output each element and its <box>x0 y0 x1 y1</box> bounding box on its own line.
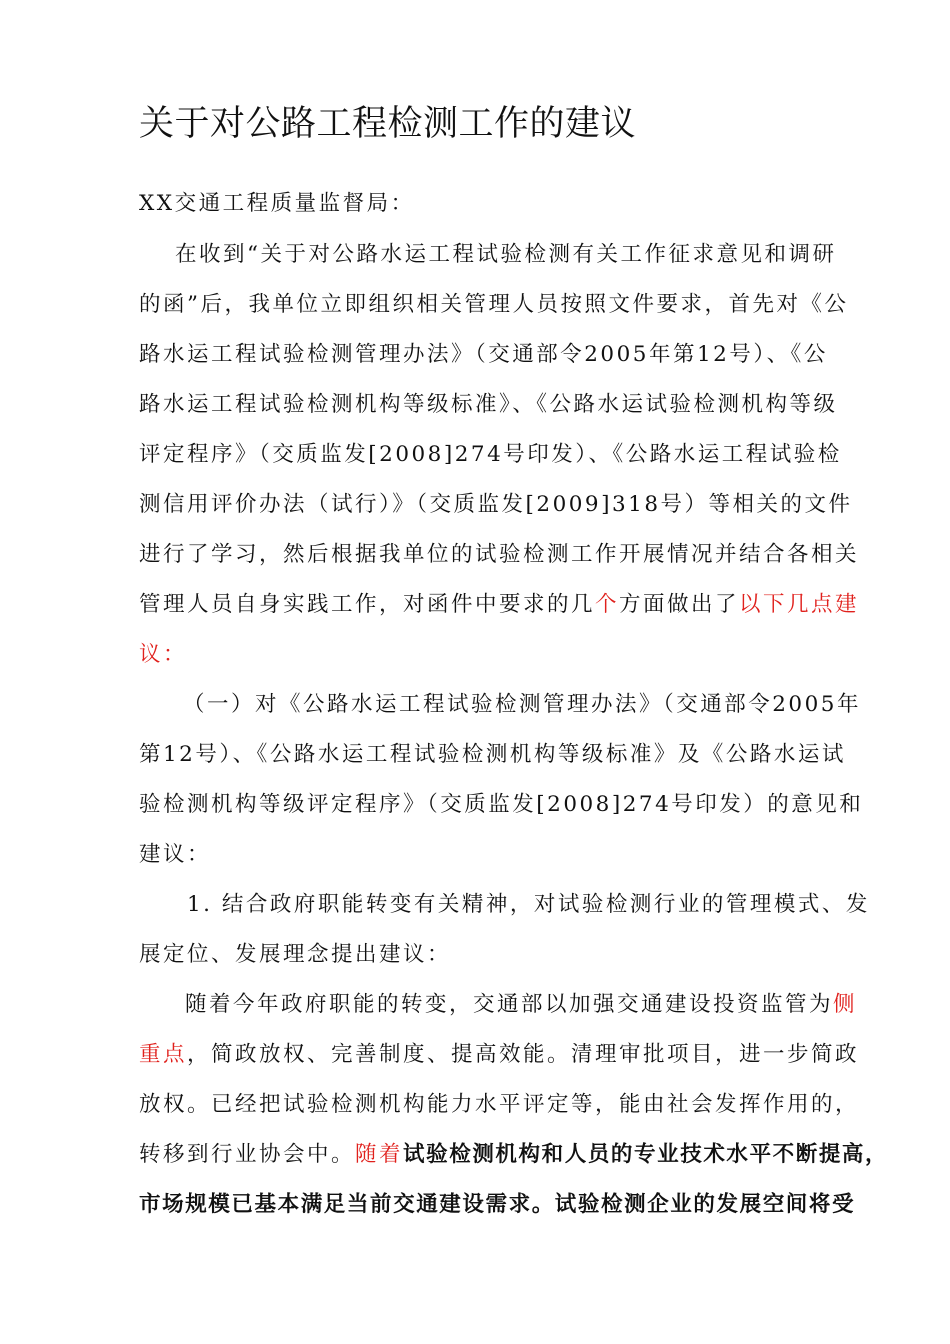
paragraph-line <box>139 390 838 420</box>
paragraph-line <box>139 1190 855 1220</box>
line-text: 1. 结合政府职能转变有关精神，对试验检测行业的管理模式、发 <box>187 892 870 917</box>
highlighted-text: 个 <box>595 592 620 617</box>
line-text: 路水运工程试验检测机构等级标准》、《公路水运试验检测机构等级 <box>139 392 838 417</box>
paragraph-line <box>175 240 837 270</box>
line-text: 评定程序》（交质监发[2008]274号印发）、《公路水运工程试验检 <box>139 442 842 467</box>
paragraph-line <box>139 490 853 520</box>
addressee-line <box>139 189 415 219</box>
line-text: ，简政放权、完善制度、提高效能。清理审批项目，进一步简政 <box>187 1042 860 1067</box>
paragraph-line <box>185 990 857 1020</box>
section-heading-line <box>139 790 863 820</box>
line-text: XX交通工程质量监督局： <box>139 191 415 216</box>
line-text: 测信用评价办法（试行）》（交质监发[2009]318号）等相关的文件 <box>139 492 853 517</box>
line-text: 验检测机构等级评定程序》（交质监发[2008]274号印发）的意见和 <box>139 792 864 817</box>
line-text: 的函”后，我单位立即组织相关管理人员按照文件要求，首先对《公 <box>139 292 849 317</box>
line-text: 放权。已经把试验检测机构能力水平评定等，能由社会发挥作用的， <box>139 1092 860 1117</box>
paragraph-line <box>139 540 859 570</box>
paragraph-line <box>139 590 859 620</box>
line-text: 在收到“关于对公路水运工程试验检测有关工作征求意见和调研 <box>175 242 837 267</box>
line-text: 建议： <box>139 842 212 867</box>
paragraph-line <box>139 1090 859 1120</box>
bold-text: 市场规模已基本满足当前交通建设需求。试验检测企业的发展空间将受 <box>139 1192 856 1217</box>
paragraph-line <box>139 1040 859 1070</box>
highlighted-text: 随着 <box>355 1142 404 1167</box>
highlighted-text: 侧 <box>833 992 858 1017</box>
bold-text: 试验检测机构和人员的专业技术水平不断提高， <box>403 1142 889 1167</box>
highlighted-text: 重点 <box>139 1042 188 1067</box>
line-text: 转移到行业协会中。 <box>139 1142 356 1167</box>
line-text: （一）对《公路水运工程试验检测管理办法》（交通部令2005年 <box>183 692 861 717</box>
section-heading-line <box>183 690 861 720</box>
paragraph-line <box>139 1140 888 1170</box>
document-title: 关于对公路工程检测工作的建议 <box>139 104 637 144</box>
line-text: 路水运工程试验检测管理办法》（交通部令2005年第12号）、《公 <box>139 342 828 367</box>
section-heading-line <box>139 740 846 770</box>
line-text: 随着今年政府职能的转变，交通部以加强交通建设投资监管为 <box>185 992 834 1017</box>
section-heading-line <box>139 840 211 870</box>
paragraph-line <box>139 640 187 670</box>
line-text: 管理人员自身实践工作，对函件中要求的几 <box>139 592 596 617</box>
line-text: 进行了学习，然后根据我单位的试验检测工作开展情况并结合各相关 <box>139 542 860 567</box>
highlighted-text: 议： <box>139 642 188 667</box>
numbered-item-line <box>187 890 870 920</box>
paragraph-line <box>139 340 828 370</box>
line-text: 展定位、发展理念提出建议： <box>139 942 452 967</box>
paragraph-line <box>139 290 849 320</box>
highlighted-text: 以下几点建 <box>739 592 860 617</box>
line-text: 方面做出了 <box>619 592 740 617</box>
line-text: 第12号）、《公路水运工程试验检测机构等级标准》及《公路水运试 <box>139 742 846 767</box>
paragraph-line <box>139 440 842 470</box>
numbered-item-line <box>139 940 451 970</box>
